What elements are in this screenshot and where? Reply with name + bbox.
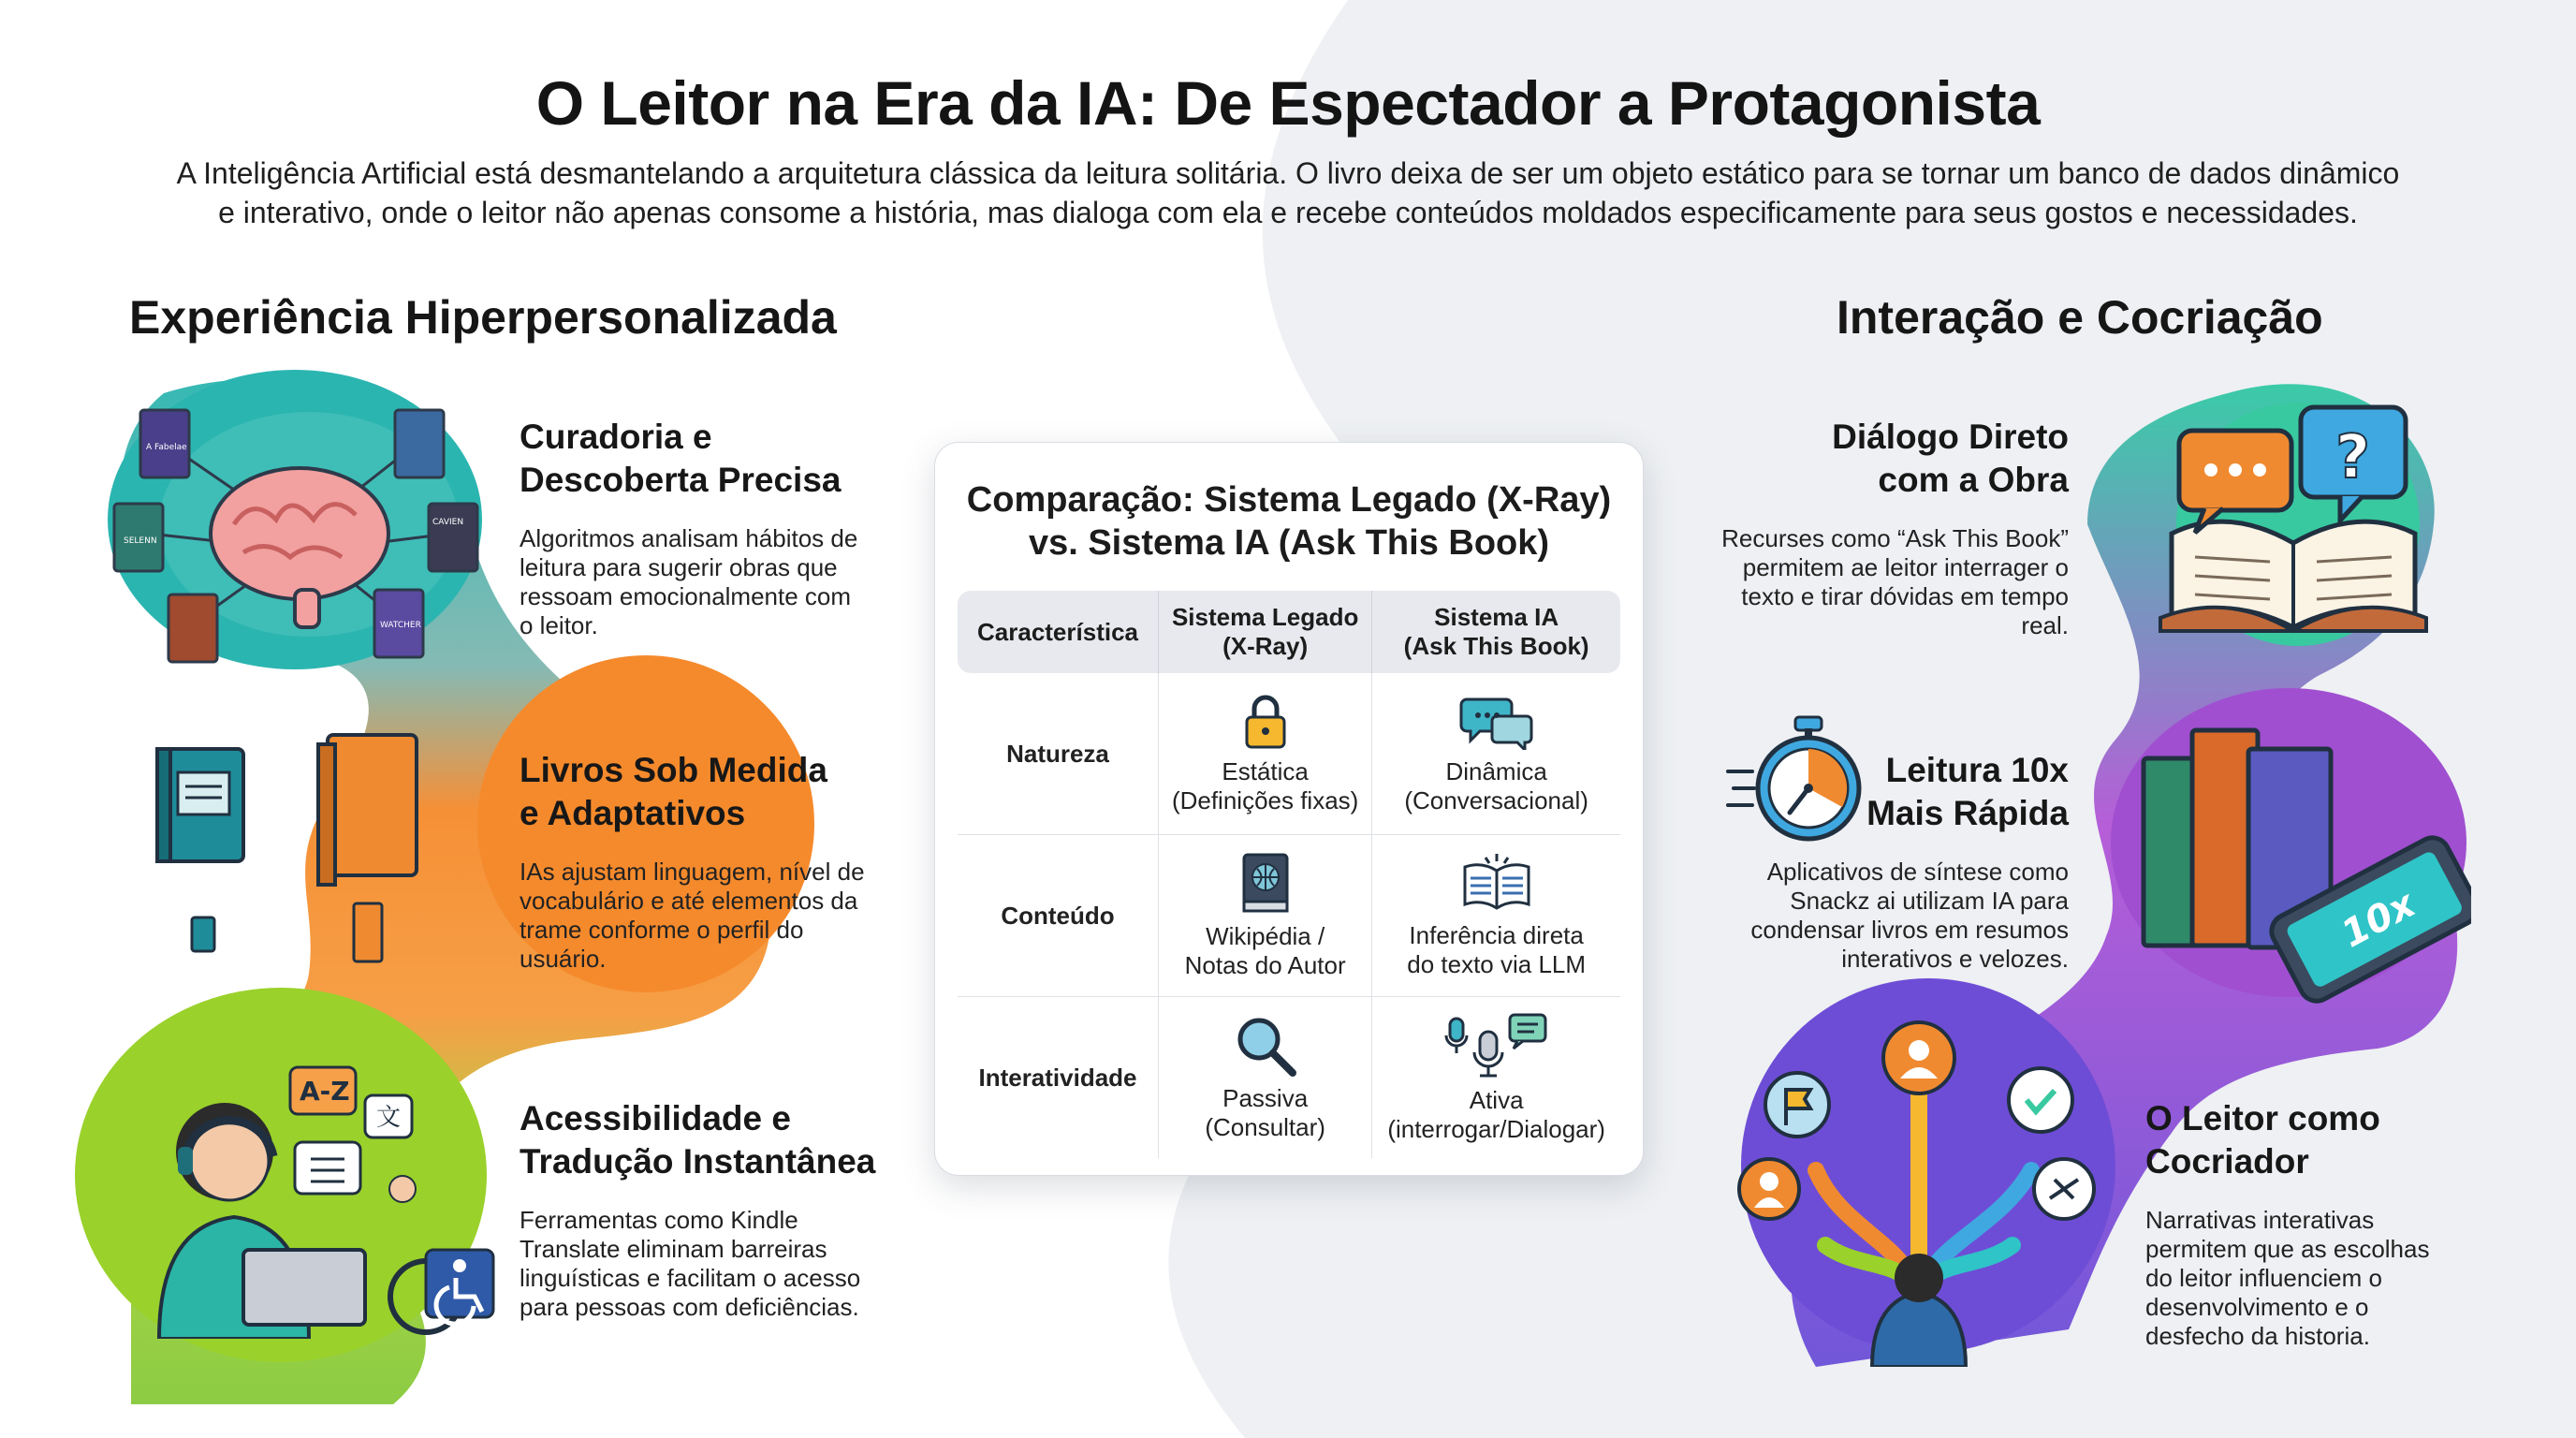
page-title: O Leitor na Era da IA: De Espectador a Protagonista bbox=[535, 68, 2041, 138]
book-questions-icon bbox=[2153, 403, 2434, 646]
left-item-1 bbox=[520, 416, 857, 640]
cell-text: Inferência direta do texto via LLM bbox=[1407, 921, 1587, 978]
books-phone-icon bbox=[2134, 702, 2471, 1011]
table-row bbox=[958, 997, 1620, 1159]
cell-legacy bbox=[1159, 997, 1372, 1159]
item-title: O Leitor como Cocriador bbox=[2145, 1099, 2380, 1181]
cell-text: Wikipédia / Notas do Autor bbox=[1184, 922, 1346, 979]
table-row bbox=[958, 835, 1620, 997]
right-item-1 bbox=[1629, 416, 2069, 640]
chat-bubbles-icon bbox=[1459, 692, 1534, 750]
book-label: CAVIEN bbox=[432, 518, 464, 527]
header-legacy: Sistema Legado (X-Ray) bbox=[1159, 591, 1372, 673]
phone-speed-label: 10x bbox=[2334, 882, 2422, 957]
choice-paths-icon bbox=[1732, 1011, 2106, 1367]
brain-network-icon bbox=[103, 393, 496, 683]
open-book-text-icon bbox=[1459, 852, 1534, 914]
item-description: Ferramentas como Kindle Translate eliminam barreiras linguísticas e facilitam o acesso para pessoas com deficiências. bbox=[520, 1206, 861, 1321]
book-label: SELENN bbox=[124, 536, 157, 546]
item-title: Leitura 10x Mais Rápida bbox=[1866, 751, 2069, 832]
left-item-2 bbox=[520, 749, 865, 974]
comparison-card bbox=[934, 442, 1644, 1176]
item-description: Narrativas interativas permitem que as escolhas do leitor influenciem o desenvolvimento e o desfecho da historia. bbox=[2145, 1206, 2430, 1350]
books-resize-icon bbox=[150, 721, 449, 974]
cell-text: Estática (Definições fixas) bbox=[1171, 757, 1359, 814]
table-header-row bbox=[958, 591, 1620, 673]
intro-line-1: A Inteligência Artificial está desmantelando a arquitetura clássica da leitura solitária. O livro deixa de ser um objeto estático para se tornar um banco de dados dinâmico bbox=[176, 156, 2400, 190]
right-item-3 bbox=[2145, 1097, 2557, 1351]
cell-legacy bbox=[1159, 835, 1372, 997]
item-title: Acessibilidade e Tradução Instantânea bbox=[520, 1099, 876, 1181]
svg-text:文: 文 bbox=[376, 1104, 402, 1132]
comparison-table bbox=[958, 591, 1620, 1158]
cell-ai bbox=[1372, 835, 1620, 997]
header-feature: Característica bbox=[958, 591, 1159, 673]
cell-text: Passiva (Consultar) bbox=[1205, 1084, 1325, 1141]
row-feature: Interatividade bbox=[958, 997, 1159, 1159]
book-label: WATCHER bbox=[380, 621, 421, 630]
globe-book-icon bbox=[1237, 851, 1295, 915]
comparison-title: Comparação: Sistema Legado (X-Ray) vs. Sistema IA (Ask This Book) bbox=[966, 480, 1612, 563]
right-item-2 bbox=[1629, 749, 2069, 974]
right-section-heading: Interação e Cocriação bbox=[1837, 291, 2323, 344]
cell-ai bbox=[1372, 997, 1620, 1159]
row-feature: Conteúdo bbox=[958, 835, 1159, 997]
item-title: Livros Sob Medida e Adaptativos bbox=[520, 751, 827, 832]
cell-legacy bbox=[1159, 673, 1372, 835]
cell-ai bbox=[1372, 673, 1620, 835]
left-section-heading: Experiência Hiperpersonalizada bbox=[129, 291, 837, 344]
item-description: Aplicativos de síntese como Snackz ai utilizam IA para condensar livros em resumos interativos e velozes. bbox=[1750, 858, 2069, 973]
item-description: Recurses como “Ask This Book” permitem ae leitor interrager o texto e tirar dóvidas em tempo real. bbox=[1721, 524, 2069, 639]
left-item-3 bbox=[520, 1097, 875, 1322]
intro-line-2: e interativo, onde o leitor não apenas consome a história, mas dialoga com ela e recebe conteúdos moldados especificamente para seus gostos e necessidades. bbox=[218, 196, 2358, 229]
microphone-chat-icon bbox=[1442, 1011, 1551, 1078]
magnifier-icon bbox=[1233, 1013, 1298, 1077]
item-title: Diálogo Direto com a Obra bbox=[1832, 418, 2069, 499]
cell-text: Dinâmica (Conversacional) bbox=[1404, 757, 1588, 814]
item-description: IAs ajustam linguagem, nível de vocabulário e até elementos da trame conforme o perfil do usuário. bbox=[520, 858, 865, 973]
svg-text:A-Z: A-Z bbox=[300, 1076, 350, 1107]
row-feature: Natureza bbox=[958, 673, 1159, 835]
svg-text:?: ? bbox=[2335, 423, 2371, 492]
lock-icon bbox=[1237, 692, 1294, 750]
header-ai: Sistema IA (Ask This Book) bbox=[1372, 591, 1620, 673]
table-row bbox=[958, 673, 1620, 835]
book-label: A Fabelae bbox=[146, 443, 187, 452]
intro-text bbox=[168, 154, 2408, 232]
cell-text: Ativa (interrogar/Dialogar) bbox=[1387, 1086, 1605, 1143]
item-description: Algoritmos analisam hábitos de leitura para sugerir obras que ressoam emocionalmente com o leitor. bbox=[520, 524, 858, 639]
item-title: Curadoria e Descoberta Precisa bbox=[520, 418, 842, 499]
translation-accessibility-icon bbox=[103, 1049, 496, 1339]
